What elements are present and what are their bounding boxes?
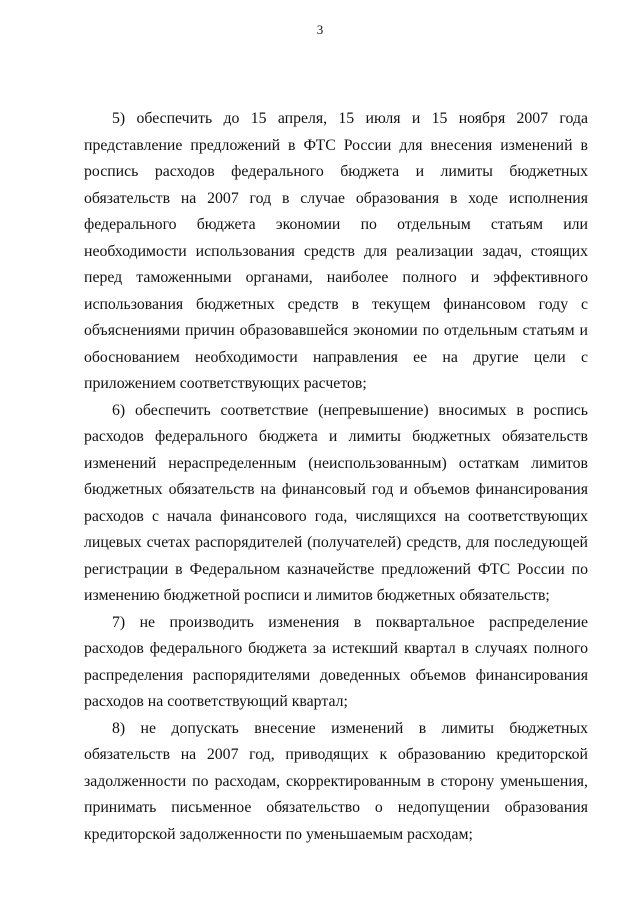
paragraph-item-6: 6) обеспечить соответствие (непревышение) вносимых в роспись расходов федерального бюджета и лимиты бюджетных обязательств изменений нераспределенным (неиспользованным) остаткам лимитов бюджетных обязательств на финансовый год и объемов финансирования расходов с начала финансового года, числящихся на соответствующих лицевых счетах распорядителей (получателей) средств, для последующей регистрации в Федеральном казначействе предложений ФТС России по изменению бюджетной росписи и лимитов бюджетных обязательств;: [84, 401, 588, 604]
paragraph-item-8: 8) не допускать внесение изменений в лимиты бюджетных обязательств на 2007 год, приводящих к образованию кредиторской задолженности по расходам, скорректированным в сторону уменьшения, принимать письменное обязательство о недопущении образования кредиторской задолженности по уменьшаемым расходам;: [84, 719, 588, 843]
page-number: 3: [316, 22, 324, 37]
document-body: [84, 106, 588, 848]
paragraph-item-7: 7) не производить изменения в поквартальное распределение расходов федерального бюджета за истекший квартал в случаях полного распределения распорядителями доведенных объемов финансирования расходов на соответствующий квартал;: [84, 613, 588, 710]
paragraph-item-5: 5) обеспечить до 15 апреля, 15 июля и 15 ноября 2007 года представление предложений в ФТС России для внесения изменений в роспись расходов федерального бюджета и лимиты бюджетных обязательств на 2007 год в случае образования в ходе исполнения федерального бюджета экономии по отдельным статьям или необходимости использования средств для реализации задач, стоящих перед таможенными органами, наиболее полного и эффективного использования бюджетных средств в текущем финансовом году с объяснениями причин образовавшейся экономии по отдельным статьям и обоснованием необходимости направления ее на другие цели с приложением соответствующих расчетов;: [84, 110, 588, 392]
